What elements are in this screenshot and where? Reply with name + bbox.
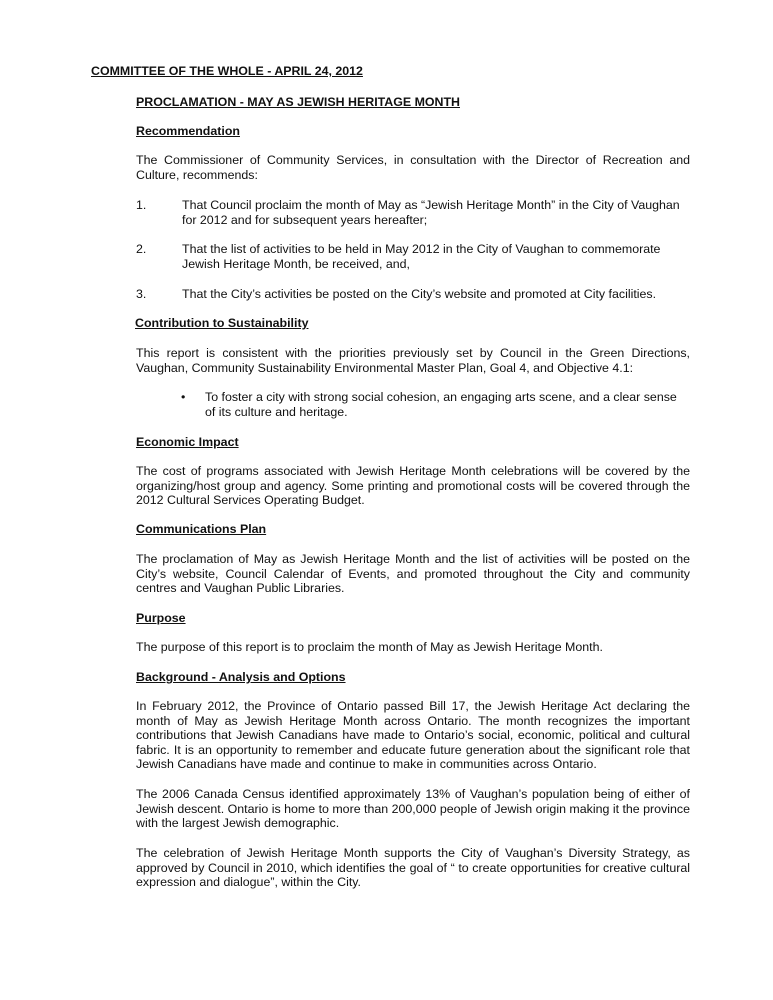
committee-heading: COMMITTEE OF THE WHOLE - APRIL 24, 2012: [91, 64, 363, 78]
purpose-heading: Purpose: [136, 611, 186, 625]
sustainability-bullet: To foster a city with strong social cohesion, an engaging arts scene, and a clear sense of its culture and heritage.: [205, 390, 677, 419]
recommendation-heading: Recommendation: [136, 124, 240, 138]
background-paragraph: The 2006 Canada Census identified approximately 13% of Vaughan’s population being of either of Jewish descent. Ontario is home to more than 200,000 people of Jewish origin making it the province with the largest Jewish demographic.: [136, 787, 690, 831]
item-number: 2.: [136, 242, 147, 256]
background-paragraph: In February 2012, the Province of Ontario passed Bill 17, the Jewish Heritage Act declaring the month of May as Jewish Heritage Month across Ontario. The month recognizes the important contributions that Jewish Canadians have made to Ontario’s social, economic, political and cultural fabric. It is an opportunity to remember and educate future generation about the significant role that Jewish Canadians have made and continue to make in communities across Ontario.: [136, 699, 690, 772]
economic-text: The cost of programs associated with Jewish Heritage Month celebrations will be covered by the organizing/host group and agency. Some printing and promotional costs will be covered through the 2012 Cultural Services Operating Budget.: [136, 464, 690, 508]
communications-text: The proclamation of May as Jewish Heritage Month and the list of activities will be posted on the City’s website, Council Calendar of Events, and promoted throughout the City and community centres and Vaughan Public Libraries.: [136, 552, 690, 596]
page-title: PROCLAMATION - MAY AS JEWISH HERITAGE MONTH: [136, 95, 460, 109]
background-paragraph: The celebration of Jewish Heritage Month supports the City of Vaughan’s Diversity Strategy, as approved by Council in 2010, which identifies the goal of “ to create opportunities for creative cultural expression and dialogue”, within the City.: [136, 846, 690, 890]
purpose-text: The purpose of this report is to proclaim the month of May as Jewish Heritage Month.: [136, 640, 603, 654]
background-heading: Background - Analysis and Options: [136, 670, 346, 684]
bullet-icon: •: [181, 390, 186, 404]
recommendation-item: That Council proclaim the month of May as “Jewish Heritage Month” in the City of Vaughan for 2012 and for subsequent years hereafter;: [182, 198, 680, 227]
item-number: 3.: [136, 287, 147, 301]
communications-heading: Communications Plan: [136, 522, 267, 536]
item-number: 1.: [136, 198, 147, 212]
economic-heading: Economic Impact: [136, 435, 239, 449]
recommendation-intro: The Commissioner of Community Services, in consultation with the Director of Recreation and Culture, recommends:: [136, 153, 690, 182]
recommendation-item: That the list of activities to be held in May 2012 in the City of Vaughan to commemorate Jewish Heritage Month, be received, and,: [182, 242, 661, 271]
recommendation-item: That the City’s activities be posted on the City’s website and promoted at City facilities.: [182, 287, 657, 301]
sustainability-heading: Contribution to Sustainability: [135, 316, 309, 330]
sustainability-text: This report is consistent with the priorities previously set by Council in the Green Directions, Vaughan, Community Sustainability Environmental Master Plan, Goal 4, and Objective 4.1:: [136, 346, 690, 375]
